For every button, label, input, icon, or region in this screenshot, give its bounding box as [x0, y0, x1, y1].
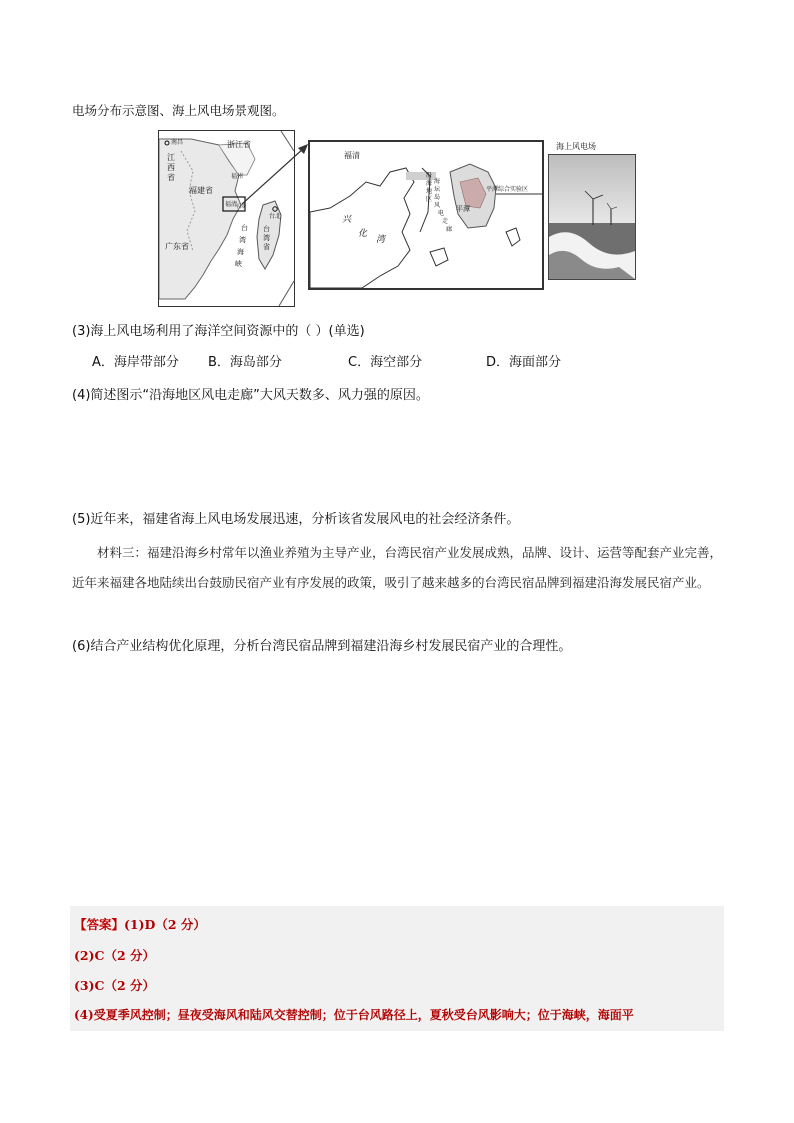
label-strait-1: 台 — [241, 224, 248, 232]
label-haitan-3: 岛 — [434, 194, 441, 201]
label-corridor-1: 沿 — [426, 172, 433, 179]
label-corridor-8: 廊 — [446, 226, 453, 233]
label-haitan-1: 海 — [434, 178, 441, 185]
label-strait-4: 峡 — [235, 260, 242, 268]
answer-line-1 — [74, 915, 206, 933]
intro-text: 电场分布示意图、海上风电场景观图。 — [72, 103, 285, 118]
option-b: B．海岛部分 — [208, 355, 282, 370]
label-corridor-6: 电 — [438, 210, 445, 217]
question-5: (5)近年来，福建省海上风电场发展迅速，分析该省发展风电的社会经济条件。 — [72, 512, 520, 527]
fuqing-pingtan-map — [308, 140, 544, 290]
wind-turbine-image — [549, 155, 635, 279]
photo-caption: 海上风电场 — [556, 142, 596, 151]
answer-1: (1)D（2 分） — [124, 917, 206, 932]
option-a: A．海岸带部分 — [92, 355, 179, 370]
label-taiwan: 台湾省 — [263, 225, 270, 251]
label-fuqing-small: 福清 — [225, 201, 238, 208]
label-strait-3: 海 — [237, 248, 244, 256]
label-corridor-7: 走 — [442, 218, 449, 225]
label-haitan-2: 坛 — [434, 186, 441, 193]
question-4: (4)简述图示“沿海地区风电走廊”大风天数多、风力强的原因。 — [72, 388, 429, 403]
option-d: D．海面部分 — [486, 355, 562, 370]
label-guangdong: 广东省 — [165, 242, 189, 251]
label-jiangxi: 江西省 — [167, 153, 175, 182]
label-pingtan-small: 平潭 — [235, 204, 246, 210]
label-xinghua-1: 兴 — [342, 215, 352, 225]
label-fuzhou: 福州 — [231, 173, 244, 180]
label-nanchang: 南昌 — [171, 139, 184, 146]
answer-line-3: (3)C（2 分） — [74, 978, 156, 993]
question-3: (3)海上风电场利用了海洋空间资源中的（ ）(单选) — [72, 324, 365, 339]
label-strait-2: 湾 — [239, 236, 246, 244]
label-zhejiang: 浙江省 — [227, 140, 251, 149]
option-c: C．海空部分 — [348, 355, 423, 370]
question-6: (6)结合产业结构优化原理，分析台湾民宿品牌到福建沿海乡村发展民宿产业的合理性。 — [72, 639, 572, 654]
answer-line-4: (4)受夏季风控制；昼夜受海风和陆风交替控制；位于台风路径上，夏秋受台风影响大；位于海峡，海面平 — [74, 1008, 634, 1022]
zoom-arrow — [240, 142, 310, 212]
label-pingtan: 平潭 — [456, 205, 470, 213]
label-fujian: 福建省 — [189, 186, 213, 195]
answer-tag: 【答案】 — [74, 917, 125, 932]
label-corridor-2: 海 — [426, 180, 433, 187]
label-corridor-5: 风 — [434, 202, 441, 209]
material-3: 材料三：福建沿海乡村常年以渔业养殖为主导产业，台湾民宿产业发展成熟，品牌、设计、运营等配套产业完善，近年来福建各地陆续出台鼓励民宿产业有序发展的政策，吸引了越来越多的台湾民宿品牌到福建沿海发展民宿产业。 — [72, 545, 723, 590]
label-corridor-3: 地 — [426, 188, 433, 195]
label-xinghua-3: 湾 — [376, 235, 386, 245]
label-taipei: 台北 — [269, 213, 282, 220]
wind-farm-photo — [548, 154, 636, 280]
label-corridor-4: 区 — [426, 196, 433, 203]
answer-line-2: (2)C（2 分） — [74, 948, 156, 963]
label-xinghua-2: 化 — [358, 229, 368, 239]
label-pingtan-zone: 平潭综合实验区 — [486, 186, 529, 193]
label-fuqing: 福清 — [344, 151, 360, 160]
